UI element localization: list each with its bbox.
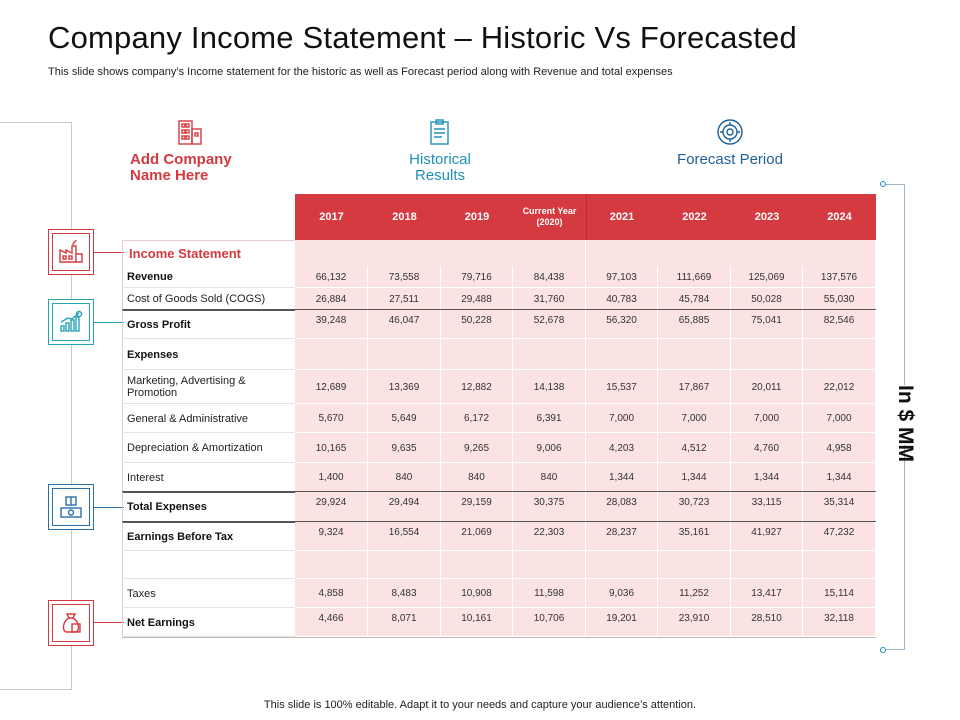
section-title: Income Statement (122, 240, 295, 266)
year-header: 2024 (827, 211, 852, 223)
table-cell: 840 (368, 463, 441, 492)
connector-line (94, 622, 124, 623)
row-label: Earnings Before Tax (122, 522, 295, 551)
row-label: Gross Profit (122, 310, 295, 339)
table-cell: 7,000 (658, 404, 731, 433)
footer-note: This slide is 100% editable. Adapt it to your needs and capture your audience’s attention. (263, 699, 697, 711)
table-cell: 4,858 (295, 579, 368, 608)
table-row (122, 579, 876, 608)
table-cell: 33,115 (731, 492, 803, 522)
company-name-label[interactable]: Add Company Name Here (130, 151, 232, 184)
table-cell: 5,670 (295, 404, 368, 433)
table-cell: 22,303 (513, 522, 586, 551)
table-cell: 7,000 (803, 404, 876, 433)
table-cell: 28,237 (586, 522, 658, 551)
table-cell (441, 339, 513, 370)
table-row (122, 608, 876, 637)
table-cell: 23,910 (658, 608, 731, 637)
table-cell (441, 551, 513, 579)
table-cell: 1,344 (586, 463, 658, 492)
building-icon (175, 118, 205, 146)
table-row (122, 551, 876, 579)
table-cell: 6,391 (513, 404, 586, 433)
table-cell: 28,083 (586, 492, 658, 522)
row-label: Taxes (122, 579, 295, 608)
table-cell: 52,678 (513, 310, 586, 339)
forecast-period-header (670, 118, 790, 168)
money-bag-icon (58, 611, 84, 635)
year-header: 2019 (464, 211, 490, 223)
money-bag-icon-box (48, 600, 94, 646)
table-cell: 46,047 (368, 310, 441, 339)
table-row (122, 370, 876, 404)
table-cell (586, 240, 876, 266)
table-cell: 35,314 (803, 492, 876, 522)
table-cell: 30,375 (513, 492, 586, 522)
table-cell (295, 551, 368, 579)
connector-line (94, 507, 124, 508)
year-header: 2021 (609, 211, 635, 223)
table-cell: 47,232 (803, 522, 876, 551)
table-cell: 10,161 (441, 608, 513, 637)
table-cell: 1,344 (731, 463, 803, 492)
table-cell: 30,723 (658, 492, 731, 522)
factory-icon (58, 240, 84, 264)
table-cell: 7,000 (731, 404, 803, 433)
table-cell: 79,716 (441, 266, 513, 288)
row-label: Expenses (122, 339, 295, 370)
table-cell: 14,138 (513, 370, 586, 404)
table-cell: 4,958 (803, 433, 876, 463)
historical-results-label: Historical Results (409, 151, 471, 184)
factory-icon-box (48, 229, 94, 275)
growth-chart-icon-box (48, 299, 94, 345)
table-cell: 29,488 (441, 288, 513, 310)
table-cell (658, 339, 731, 370)
table-cell: 9,036 (586, 579, 658, 608)
table-cell: 137,576 (803, 266, 876, 288)
table-cell: 19,201 (586, 608, 658, 637)
table-cell (513, 339, 586, 370)
table-cell: 27,511 (368, 288, 441, 310)
table-cell: 10,908 (441, 579, 513, 608)
page-title: Company Income Statement – Historic Vs Forecasted (48, 20, 797, 55)
page-subtitle: This slide shows company’s Income statement for the historic as well as Forecast period along with Revenue and total expenses (48, 66, 673, 78)
row-label (122, 551, 295, 579)
table-cell: 11,598 (513, 579, 586, 608)
table-cell: 13,417 (731, 579, 803, 608)
table-cell: 40,783 (586, 288, 658, 310)
connector-line (94, 252, 124, 253)
table-cell: 5,649 (368, 404, 441, 433)
row-label: Interest (122, 463, 295, 492)
table-cell: 10,165 (295, 433, 368, 463)
table-cell: 82,546 (803, 310, 876, 339)
table-cell: 10,706 (513, 608, 586, 637)
header-divider (586, 194, 587, 240)
forecast-period-label: Forecast Period (677, 151, 783, 168)
row-label: Total Expenses (122, 492, 295, 522)
table-cell: 29,924 (295, 492, 368, 522)
table-cell: 111,669 (658, 266, 731, 288)
table-cell: 28,510 (731, 608, 803, 637)
row-label: Marketing, Advertising & Promotion (122, 370, 295, 404)
bracket-dot-bottom (880, 647, 886, 653)
table-cell: 39,248 (295, 310, 368, 339)
table-cell: 6,172 (441, 404, 513, 433)
table-cell (803, 551, 876, 579)
table-cell: 1,344 (658, 463, 731, 492)
table-cell (731, 339, 803, 370)
table-row (122, 266, 876, 288)
table-cell: 22,012 (803, 370, 876, 404)
table-cell: 31,760 (513, 288, 586, 310)
table-cell (295, 339, 368, 370)
table-cell: 1,400 (295, 463, 368, 492)
year-header: 2023 (754, 211, 780, 223)
table-row (122, 288, 876, 310)
cash-box-icon-box (48, 484, 94, 530)
table-cell: 41,927 (731, 522, 803, 551)
table-cell (658, 551, 731, 579)
table-cell: 20,011 (731, 370, 803, 404)
connector-line (94, 322, 124, 323)
unit-label: In $ MM (890, 385, 920, 445)
table-cell: 1,344 (803, 463, 876, 492)
table-cell: 9,324 (295, 522, 368, 551)
company-name-header (130, 118, 270, 184)
table-cell: 56,320 (586, 310, 658, 339)
table-cell: 8,483 (368, 579, 441, 608)
table-cell: 32,118 (803, 608, 876, 637)
table-cell: 16,554 (368, 522, 441, 551)
table-cell: 15,114 (803, 579, 876, 608)
table-cell: 29,159 (441, 492, 513, 522)
table-cell (586, 339, 658, 370)
table-cell (803, 339, 876, 370)
table-cell: 75,041 (731, 310, 803, 339)
table-cell: 97,103 (586, 266, 658, 288)
table-cell: 66,132 (295, 266, 368, 288)
table-row (122, 492, 876, 522)
table-cell: 4,760 (731, 433, 803, 463)
table-cell: 45,784 (658, 288, 731, 310)
table-cell: 840 (513, 463, 586, 492)
table-cell: 12,689 (295, 370, 368, 404)
growth-chart-icon (58, 310, 84, 334)
table-row (122, 339, 876, 370)
table-cell: 50,228 (441, 310, 513, 339)
table-cell (731, 551, 803, 579)
row-label: Revenue (122, 266, 295, 288)
table-row (122, 240, 876, 266)
clipboard-icon (425, 118, 455, 146)
table-cell (295, 240, 586, 266)
table-cell: 17,867 (658, 370, 731, 404)
year-header: 2022 (682, 211, 707, 223)
table-cell: 8,071 (368, 608, 441, 637)
table-cell: 84,438 (513, 266, 586, 288)
year-header: Current Year (2020) (522, 206, 577, 227)
table-cell: 4,203 (586, 433, 658, 463)
table-cell: 13,369 (368, 370, 441, 404)
table-row (122, 433, 876, 463)
table-cell: 11,252 (658, 579, 731, 608)
table-cell (368, 551, 441, 579)
year-header: 2017 (319, 211, 344, 223)
cash-box-icon (58, 495, 84, 519)
table-cell: 21,069 (441, 522, 513, 551)
table-cell: 26,884 (295, 288, 368, 310)
row-label: General & Administrative (122, 404, 295, 433)
table-cell: 12,882 (441, 370, 513, 404)
table-cell: 125,069 (731, 266, 803, 288)
gear-icon (715, 118, 745, 146)
bracket-dot-top (880, 181, 886, 187)
table-cell: 7,000 (586, 404, 658, 433)
historical-results-header (385, 118, 495, 184)
table-cell: 15,537 (586, 370, 658, 404)
table-cell (368, 339, 441, 370)
table-cell: 29,494 (368, 492, 441, 522)
table-cell: 55,030 (803, 288, 876, 310)
table-cell: 9,006 (513, 433, 586, 463)
year-header: 2018 (392, 211, 417, 223)
table-row (122, 463, 876, 492)
table-cell: 840 (441, 463, 513, 492)
table-cell (586, 551, 658, 579)
table-cell: 9,265 (441, 433, 513, 463)
table-cell: 4,512 (658, 433, 731, 463)
table-cell (513, 551, 586, 579)
table-row (122, 404, 876, 433)
row-label: Net Earnings (122, 608, 295, 637)
table-cell: 65,885 (658, 310, 731, 339)
table-cell: 9,635 (368, 433, 441, 463)
table-cell: 73,558 (368, 266, 441, 288)
row-label: Cost of Goods Sold (COGS) (122, 288, 295, 310)
table-row (122, 310, 876, 339)
table-row (122, 522, 876, 551)
table-cell: 35,161 (658, 522, 731, 551)
row-label: Depreciation & Amortization (122, 433, 295, 463)
table-cell: 50,028 (731, 288, 803, 310)
table-bottom-rule (122, 637, 876, 638)
table-cell: 4,466 (295, 608, 368, 637)
